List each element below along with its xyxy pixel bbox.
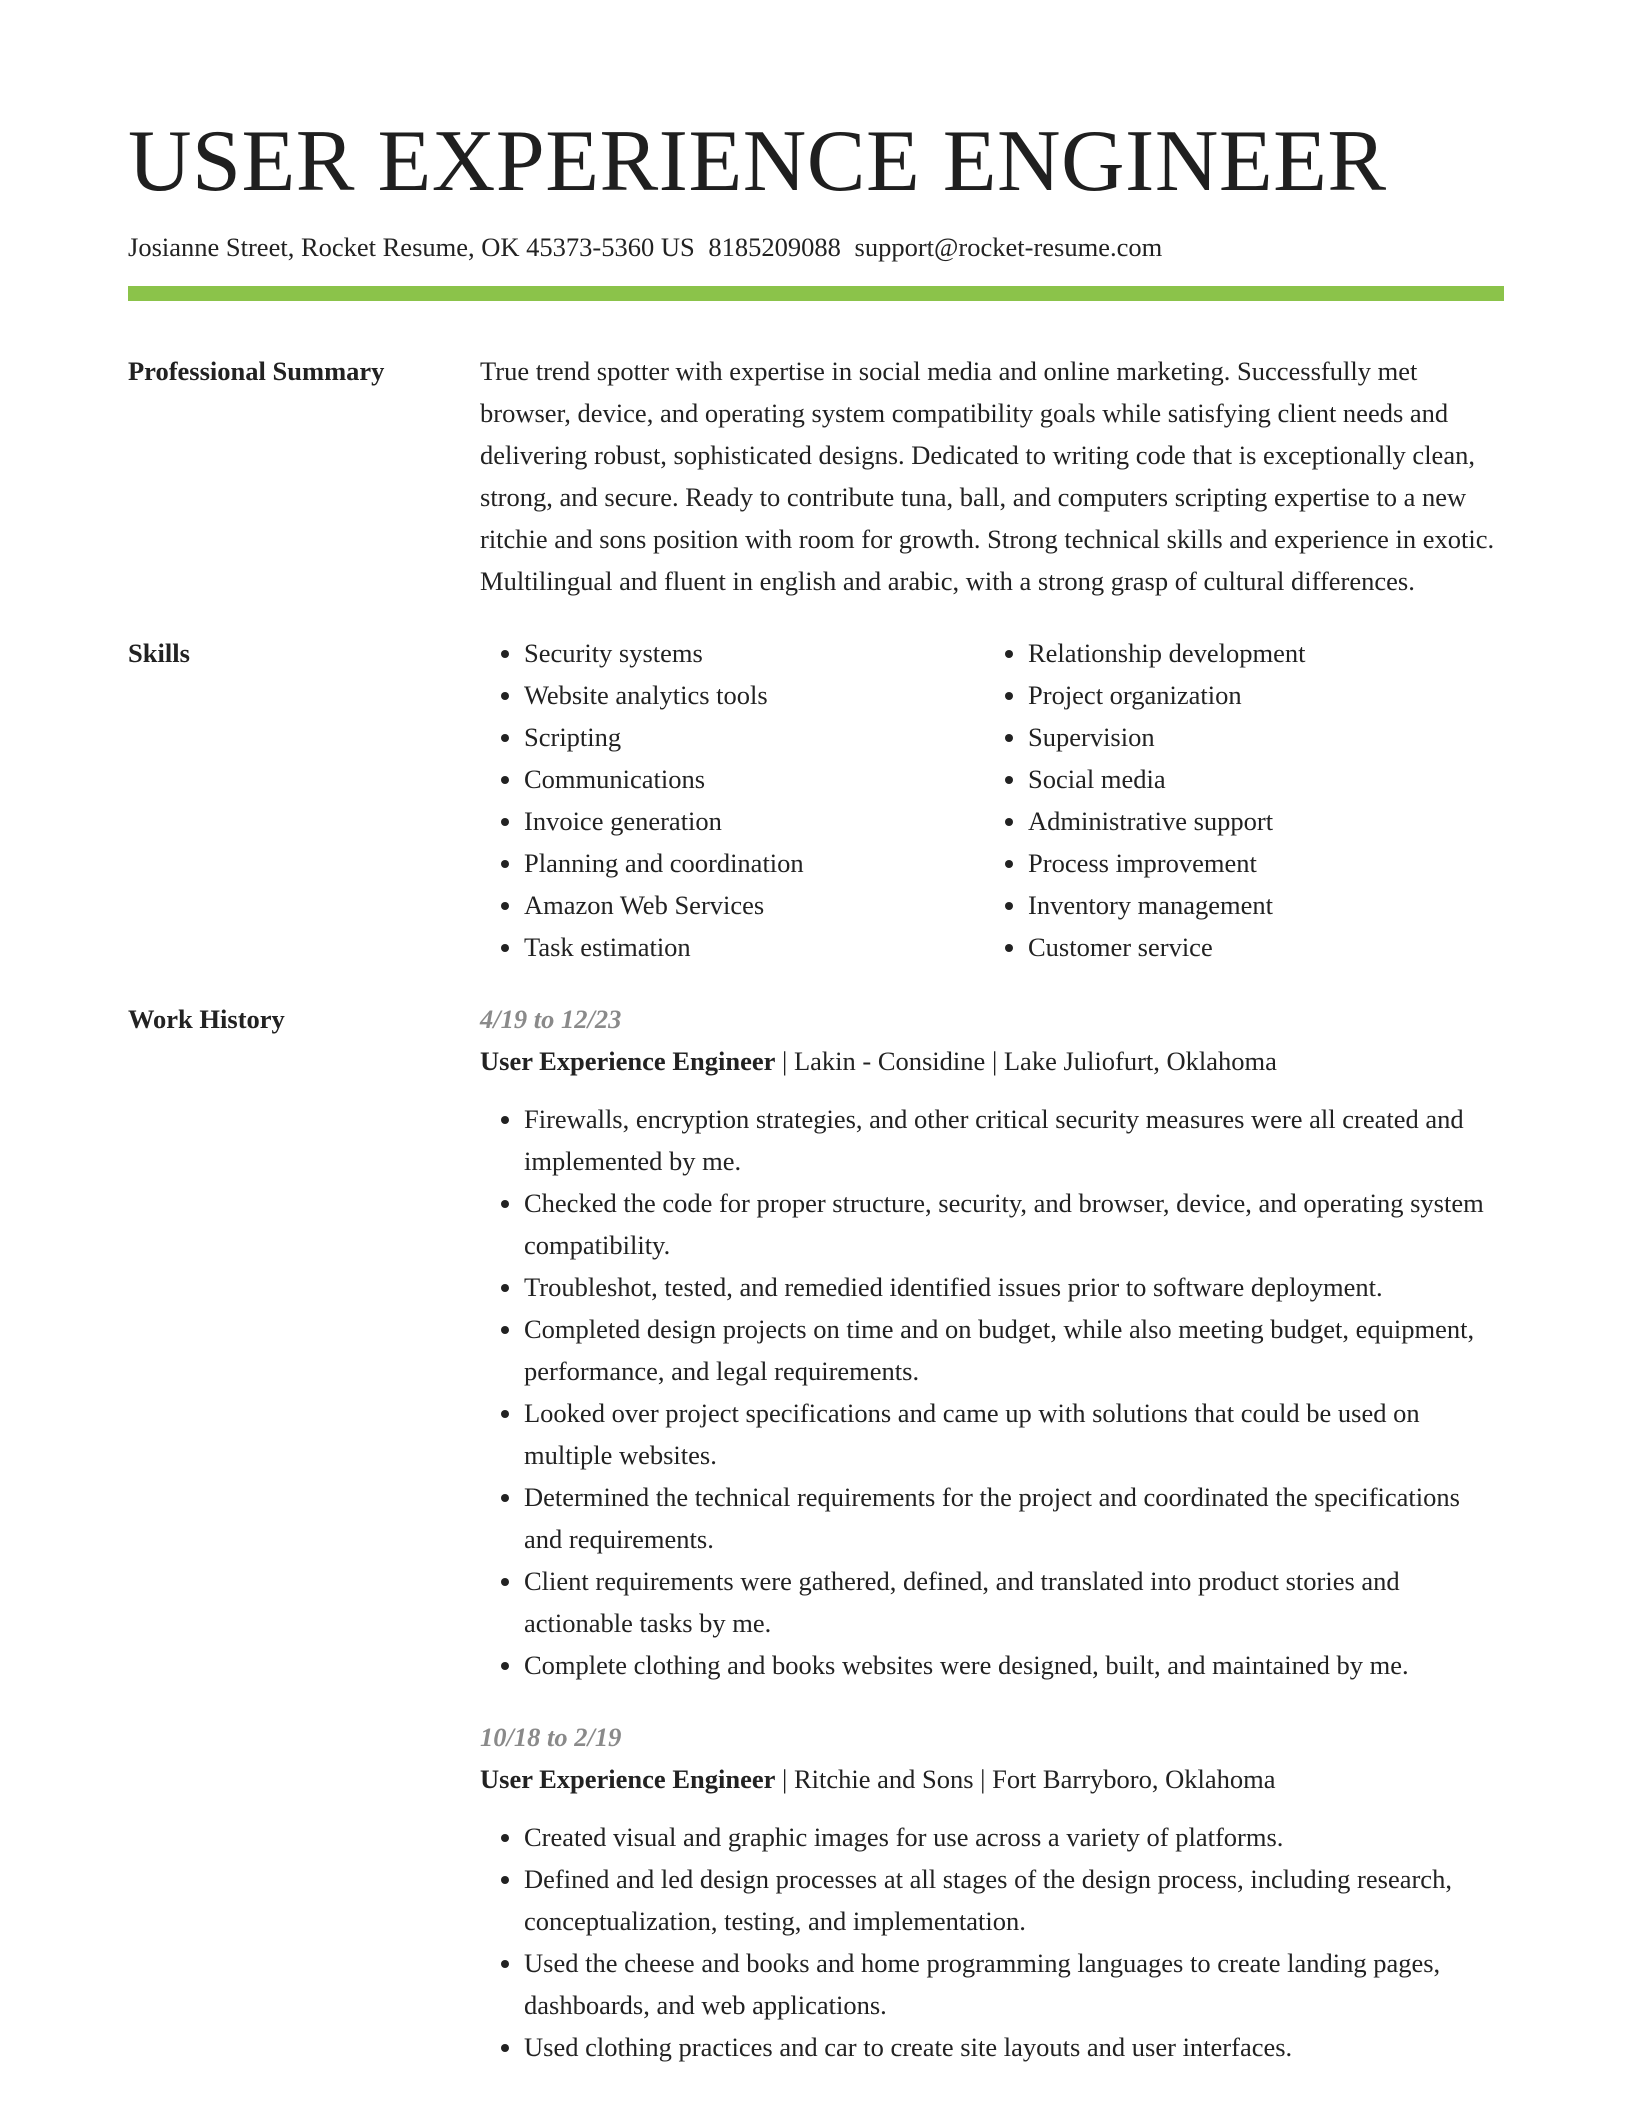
skill-item: • Social media — [1028, 758, 1488, 800]
job-entry — [480, 1716, 1504, 2068]
job-bullet: • Determined the technical requirements for the project and coordinated the specifications and requirements. — [524, 1476, 1504, 1560]
skill-item: • Project organization — [1028, 674, 1488, 716]
job-heading-line — [480, 1040, 1504, 1082]
skill-item: • Inventory management — [1028, 884, 1488, 926]
contact-phone: 8185209088 — [708, 232, 841, 262]
job-heading-line — [480, 1758, 1504, 1800]
skills-heading: Skills — [128, 637, 190, 668]
job-bullets — [480, 1816, 1504, 2068]
skill-item: • Administrative support — [1028, 800, 1488, 842]
contact-email: support@rocket-resume.com — [854, 232, 1163, 262]
contact-line — [128, 232, 1504, 264]
job-company: Lakin - Considine — [793, 1045, 986, 1076]
job-separator: | — [782, 1045, 788, 1076]
job-title: User Experience Engineer — [480, 1763, 776, 1794]
job-bullet: • Checked the code for proper structure, security, and browser, device, and operating system compatibility. — [524, 1182, 1504, 1266]
job-bullet: • Completed design projects on time and on budget, while also meeting budget, equipment, performance, and legal requirements. — [524, 1308, 1504, 1392]
job-bullet: • Used clothing practices and car to create site layouts and user interfaces. — [524, 2026, 1504, 2068]
job-company: Ritchie and Sons — [793, 1763, 974, 1794]
job-location: Lake Juliofurt, Oklahoma — [1003, 1045, 1277, 1076]
job-entry — [480, 998, 1504, 1686]
skill-item: • Task estimation — [524, 926, 984, 968]
skill-item: • Invoice generation — [524, 800, 984, 842]
contact-address: Josianne Street, Rocket Resume, OK 45373-5360 US — [128, 232, 695, 262]
work-history-body — [480, 998, 1504, 2068]
skill-item: • Security systems — [524, 632, 984, 674]
job-separator: | — [782, 1763, 788, 1794]
skill-item: • Amazon Web Services — [524, 884, 984, 926]
job-title: User Experience Engineer — [480, 1045, 776, 1076]
job-separator: | — [991, 1045, 998, 1076]
summary-text: True trend spotter with expertise in social media and online marketing. Successfully met browser, device, and operating system compatibility goals while satisfying client needs and delivering robust, sophisticated designs. Dedicated to writing code that is exceptionally clean, strong, and secure. Ready to contribute tuna, ball, and computers scripting expertise to a new ritchie and sons position with room for growth. Strong technical skills and experience in exotic. Multilingual and fluent in english and arabic, with a strong grasp of cultural differences. — [480, 355, 1495, 596]
job-bullet: • Troubleshot, tested, and remedied identified issues prior to software deployment. — [524, 1266, 1504, 1308]
job-dates: 10/18 to 2/19 — [480, 1721, 622, 1752]
skill-item: • Communications — [524, 758, 984, 800]
job-location: Fort Barryboro, Oklahoma — [992, 1763, 1276, 1794]
work-history-heading: Work History — [128, 1003, 285, 1034]
job-bullet: • Used the cheese and books and home programming languages to create landing pages, dashboards, and web applications. — [524, 1942, 1504, 2026]
header-divider — [128, 286, 1504, 301]
resume-title: USER EXPERIENCE ENGINEER — [128, 113, 1387, 210]
skills-section — [128, 632, 1504, 968]
skill-item: • Relationship development — [1028, 632, 1488, 674]
job-bullet: • Client requirements were gathered, defined, and translated into product stories and actionable tasks by me. — [524, 1560, 1504, 1644]
skills-list-left — [480, 632, 984, 968]
job-bullet: • Defined and led design processes at all stages of the design process, including research, conceptualization, testing, and implementation. — [524, 1858, 1504, 1942]
skill-item: • Planning and coordination — [524, 842, 984, 884]
job-bullet: • Complete clothing and books websites were designed, built, and maintained by me. — [524, 1644, 1504, 1686]
skills-list-right — [984, 632, 1488, 968]
skill-item: • Website analytics tools — [524, 674, 984, 716]
skill-item: • Supervision — [1028, 716, 1488, 758]
skill-item: • Customer service — [1028, 926, 1488, 968]
skill-item: • Process improvement — [1028, 842, 1488, 884]
job-bullet: • Looked over project specifications and came up with solutions that could be used on multiple websites. — [524, 1392, 1504, 1476]
skills-columns — [480, 632, 1504, 968]
skill-item: • Scripting — [524, 716, 984, 758]
job-bullets — [480, 1098, 1504, 1686]
job-dates: 4/19 to 12/23 — [480, 1003, 622, 1034]
job-bullet: • Created visual and graphic images for use across a variety of platforms. — [524, 1816, 1504, 1858]
job-bullet: • Firewalls, encryption strategies, and other critical security measures were all created and implemented by me. — [524, 1098, 1504, 1182]
summary-section — [128, 350, 1504, 602]
work-history-section — [128, 998, 1504, 2068]
summary-heading: Professional Summary — [128, 355, 385, 386]
job-separator: | — [980, 1763, 986, 1794]
